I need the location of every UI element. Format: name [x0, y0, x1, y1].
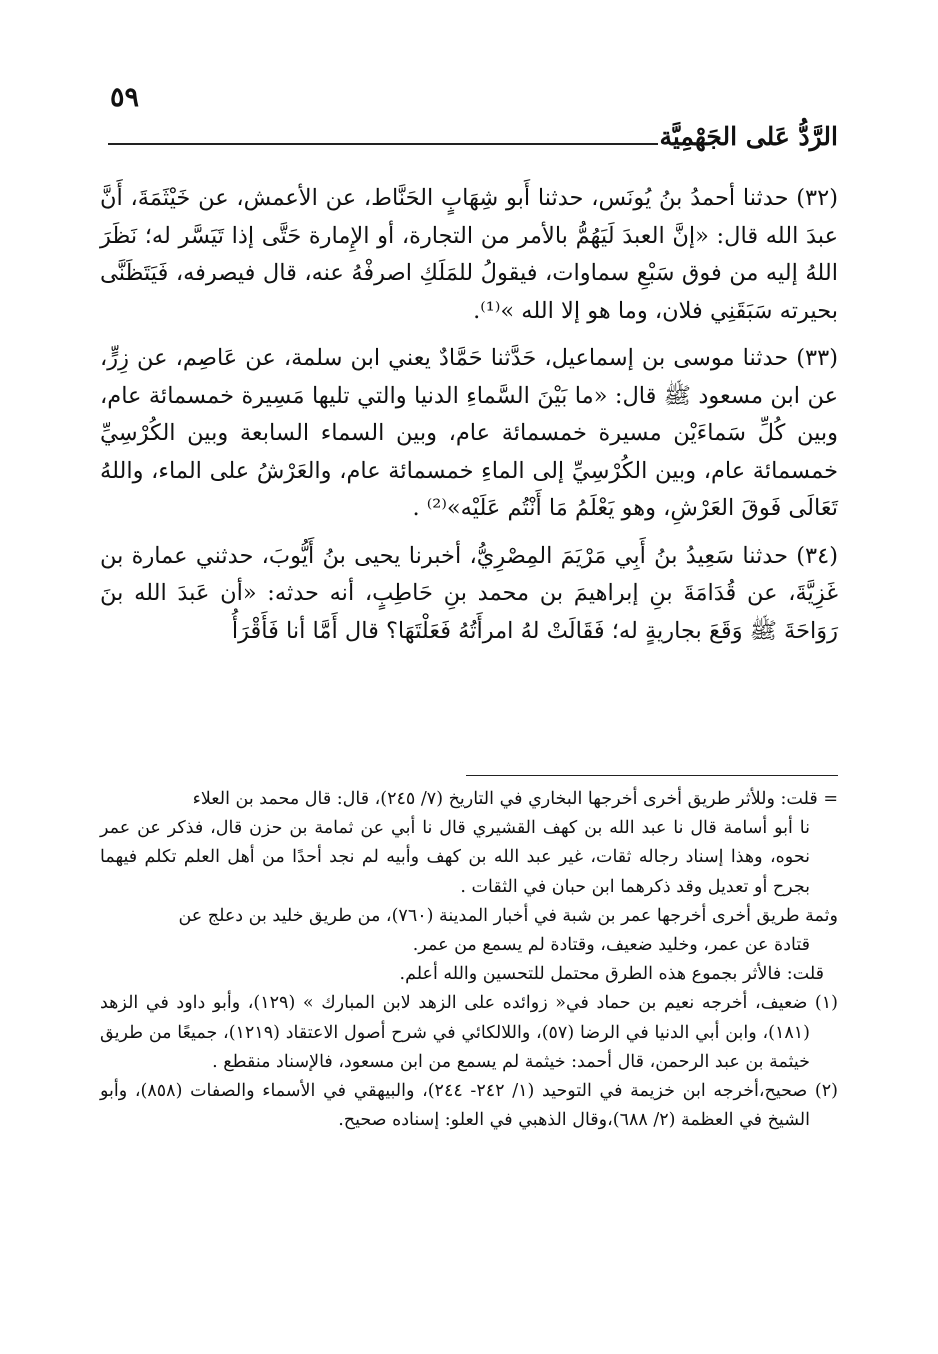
- footnote-continuation: = قلت: وللأثر طريق أخرى أخرجها البخاري في التاريخ (٧/ ٢٤٥)، قال: قال محمد بن العلاء: [192, 789, 838, 809]
- header-rule: [108, 143, 658, 145]
- footnote-rule: [466, 775, 838, 776]
- hadith-paragraph-32: (٣٢) حدثنا أحمدُ بنُ يُونَس، حدثنا أَبو شِهَابٍ الحَنَّاط، عن الأعمش، عن خَيْثَمَةَ، أَنَّ عبدَ الله قال: «إنَّ العبدَ لَيَهُمُّ بالأمر من التجارة، أو الإِمارة حَتَّى إذا تَيَسَّر له؛ نَظَرَ اللهُ إليه من فوق سَبْعِ سماوات، فيقولُ للمَلَكِ اصرفْهُ عنه، قال فيصرفه، فَيَتَظَنَّى بحيرته سَبَقَنِي فلان، وما هو إلا الله »⁽¹⁾.: [100, 185, 838, 324]
- page-number: ٥٩: [110, 82, 140, 113]
- main-text: [100, 180, 838, 660]
- footnote-continuation: قتادة عن عمر، وخليد ضعيف، وقتادة لم يسمع من عمر.: [412, 935, 810, 956]
- hadith-paragraph-34: (٣٤) حدثنا سَعِيدُ بنُ أَبِي مَرْيَمَ المِصْرِيُّ، أخبرنا يحيى بنُ أَيُّوبَ، حدثني عمارة بن غَزِيَّةَ، عن قُدَامَةَ بنِ إبراهيمَ بن محمد بنِ حَاطِبٍ، أنه حدثه: «أن عَبدَ الله بنَ رَوَاحَةَ ﷺ وَقَعَ بجاريةٍ له؛ فَقَالَتْ لهُ امرأَتُهُ فَعَلْتَهَا؟ قال أَمَّا أنا فَأَقْرَأُ: [100, 542, 838, 644]
- footnote-1: (١) ضعيف، أخرجه نعيم بن حماد في« زوائده على الزهد لابن المبارك » (١٢٩)، وأبو داود في الزهد (١٨١)، وابن أبي الدنيا في الرضا (٥٧)، واللالكائي في شرح أصول الاعتقاد (١٢١٩)، جميعًا من طريق خيثمة بن عبد الرحمن، قال أحمد: خيثمة لم يسمع من ابن مسعود، فالإسناد منقطع .: [100, 993, 838, 1072]
- footnote-continuation: نا أبو أسامة قال نا عبد الله بن كهف القشيري قال نا أبي عن ثمامة بن حزن قال، فذكر عن عمر نحوه، وهذا إسناد رجاله ثقات، غير عبد الله بن كهف وأبيه لم نجد أحدًا من أهل العلم تكلم فيهما بجرح أو تعديل وقد ذكرهما ابن حبان في الثقات .: [100, 818, 810, 897]
- running-title: الرَّدُّ عَلى الجَهْمِيَّة: [659, 122, 838, 151]
- footnotes: [100, 785, 838, 1135]
- footnote-2: (٢) صحيح،أخرجه ابن خزيمة في التوحيد (١/ ٢٤٢- ٢٤٤)، والبيهقي في الأسماء والصفات (٨٥٨)، وأبو الشيخ في العظمة (٢/ ٦٨٨)،وقال الذهبي في العلو: إسناده صحيح.: [100, 1081, 838, 1131]
- footnote-continuation: قلت: فالأثر بجموع هذه الطرق محتمل للتحسين والله أعلم.: [399, 964, 824, 985]
- hadith-paragraph-33: (٣٣) حدثنا موسى بن إسماعيل، حَدَّثنا حَمَّادٌ يعني ابن سلمة، عن عَاصِم، عن زِرٍّ، عن ابن مسعود ﷺ قال: «ما بَيْنَ السَّماءِ الدنيا والتي تليها مَسِيرة خمسمائة عام، وبين كُلِّ سَماءَيْن مسيرة خمسمائة عام، وبين السماء السابعة وبين الكُرْسِيِّ خمسمائة عام، وبين الكُرْسِيِّ إلى الماءِ خمسمائة عام، والعَرْشُ على الماء، واللهُ تَعَالَى فَوقَ العَرْشِ، وهو يَعْلَمُ مَا أَنْتُم عَلَيْه»⁽²⁾ .: [100, 345, 838, 521]
- footnote-continuation: وثمة طريق أخرى أخرجها عمر بن شبة في أخبار المدينة (٧٦٠)، من طريق خليد بن دعلج عن: [178, 905, 838, 926]
